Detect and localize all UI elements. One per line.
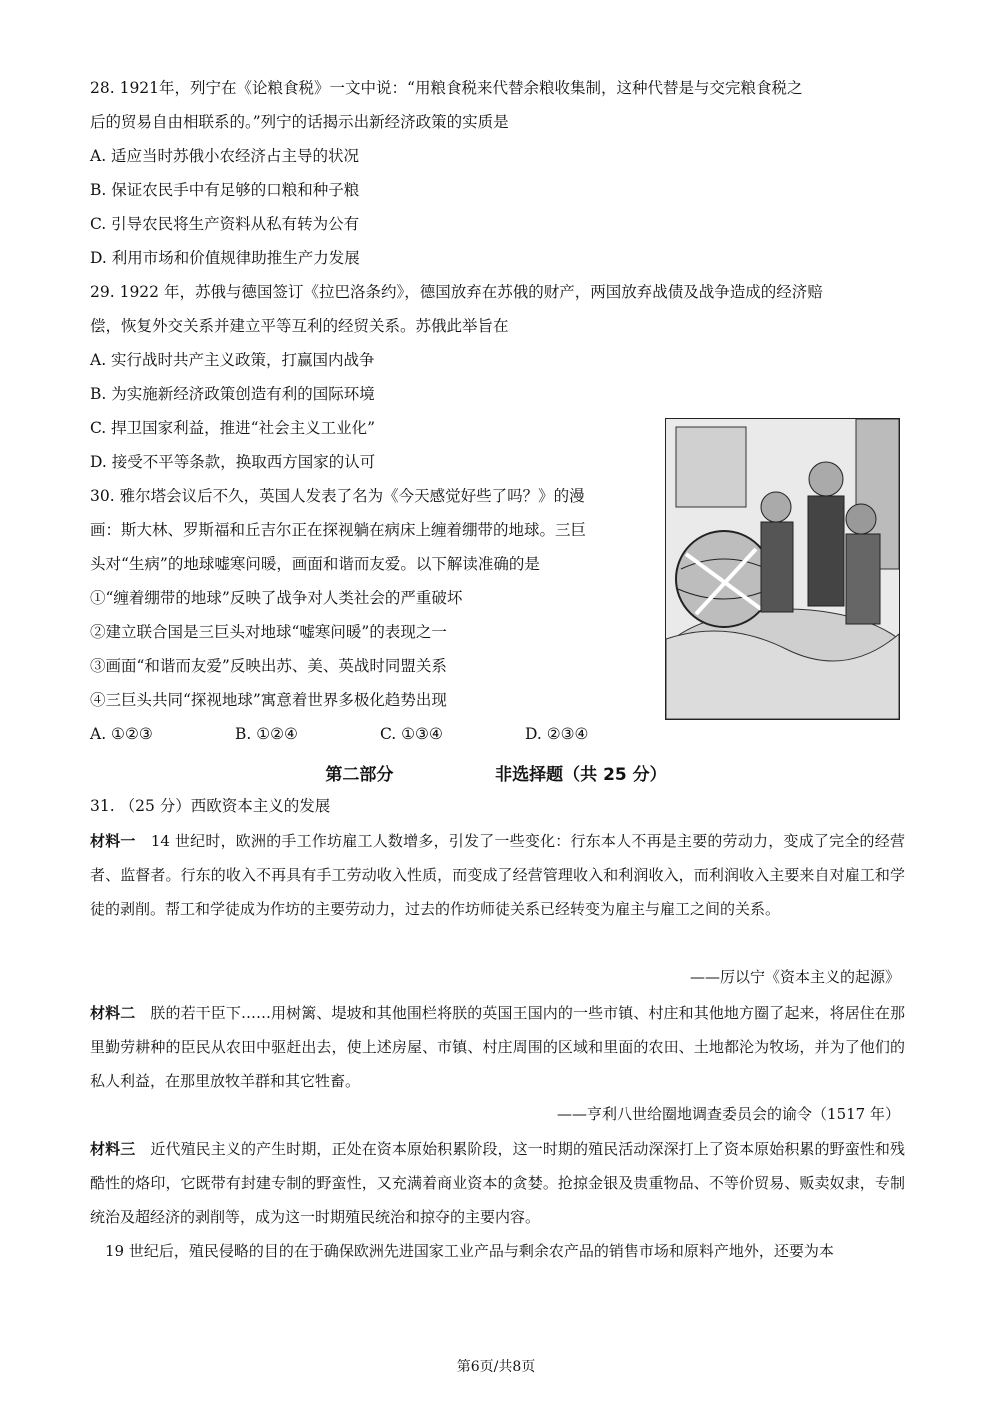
q29-option-c: C. 捍卫国家利益，推进“社会主义工业化” <box>90 419 376 437</box>
section-heading <box>0 760 992 785</box>
q30-option-c: C. ①③④ <box>380 725 443 743</box>
q30-item-1: ①“缠着绷带的地球”反映了战争对人类社会的严重破坏 <box>90 589 463 607</box>
q30-item-3: ③画面“和谐而友爱”反映出苏、美、英战时同盟关系 <box>90 657 447 675</box>
q30-stem-line2: 画：斯大林、罗斯福和丘吉尔正在探视躺在病床上缠着绷带的地球。三巨 <box>90 521 587 539</box>
material-3 <box>90 1132 905 1234</box>
q29-option-b: B. 为实施新经济政策创造有利的国际环境 <box>90 385 375 403</box>
q30-option-d: D. ②③④ <box>525 725 589 743</box>
material-3-label: 材料三 <box>90 1140 136 1158</box>
material-2-label: 材料二 <box>90 1004 136 1022</box>
q28-option-b: B. 保证农民手中有足够的口粮和种子粮 <box>90 181 360 199</box>
material-2 <box>90 996 905 1098</box>
q30-item-4: ④三巨头共同“探视地球”寓意着世界多极化趋势出现 <box>90 691 447 709</box>
cartoon-illustration <box>666 419 899 719</box>
material-2-source: ——亨利八世给圈地调查委员会的谕令（1517 年） <box>557 1105 900 1123</box>
cartoon-image <box>665 418 900 720</box>
q30-item-2: ②建立联合国是三巨头对地球“嘘寒问暖”的表现之一 <box>90 623 447 641</box>
material-3-continuation: 19 世纪后，殖民侵略的目的在于确保欧洲先进国家工业产品与剩余农产品的销售市场和原料产地外，还要为本 <box>105 1242 834 1260</box>
q28-stem-line1: 28. 1921年，列宁在《论粮食税》一文中说：“用粮食税来代替余粮收集制，这种代替是与交完粮食税之 <box>90 79 803 97</box>
q29-option-a: A. 实行战时共产主义政策，打赢国内战争 <box>90 351 375 369</box>
material-1-label: 材料一 <box>90 832 136 850</box>
q28-stem-line2: 后的贸易自由相联系的。”列宁的话揭示出新经济政策的实质是 <box>90 113 509 131</box>
material-3-text: 近代殖民主义的产生时期，正处在资本原始积累阶段，这一时期的殖民活动深深打上了资本原始积累的野蛮性和残酷性的烙印，它既带有封建专制的野蛮性，又充满着商业资本的贪婪。抢掠金银及贵重物品、不等价贸易、贩卖奴隶，专制统治及超经济的剥削等，成为这一时期殖民统治和掠夺的主要内容。 <box>90 1140 905 1226</box>
q28-option-c: C. 引导农民将生产资料从私有转为公有 <box>90 215 360 233</box>
material-1-source: ——厉以宁《资本主义的起源》 <box>689 968 900 986</box>
material-2-text: 朕的若干臣下……用树篱、堤坡和其他围栏将朕的英国王国内的一些市镇、村庄和其他地方圈了起来，将居住在那里勤劳耕种的臣民从农田中驱赶出去，使上述房屋、市镇、村庄周围的区域和里面的农田、土地都沦为牧场，并为了他们的私人利益，在那里放牧羊群和其它牲畜。 <box>90 1004 905 1090</box>
q30-option-a: A. ①②③ <box>90 725 153 743</box>
material-1 <box>90 824 905 926</box>
q29-stem-line2: 偿，恢复外交关系并建立平等互利的经贸关系。苏俄此举旨在 <box>90 317 509 335</box>
q29-option-d: D. 接受不平等条款，换取西方国家的认可 <box>90 453 376 471</box>
section-title: 非选择题（共 25 分） <box>495 765 667 785</box>
q28-option-d: D. 利用市场和价值规律助推生产力发展 <box>90 249 360 267</box>
q31-heading: 31. （25 分）西欧资本主义的发展 <box>90 797 331 815</box>
q30-option-b: B. ①②④ <box>235 725 298 743</box>
material-1-text: 14 世纪时，欧洲的手工作坊雇工人数增多，引发了一些变化：行东本人不再是主要的劳动力，变成了完全的经营者、监督者。行东的收入不再具有手工劳动收入性质，而变成了经营管理收入和利润收入，而利润收入主要来自对雇工和学徒的剥削。帮工和学徒成为作坊的主要劳动力，过去的作坊师徒关系已经转变为雇主与雇工之间的关系。 <box>90 832 905 918</box>
q29-stem-line1: 29. 1922 年，苏俄与德国签订《拉巴洛条约》，德国放弃在苏俄的财产，两国放弃战债及战争造成的经济赔 <box>90 283 823 301</box>
q30-stem-line1: 30. 雅尔塔会议后不久，英国人发表了名为《今天感觉好些了吗？》的漫 <box>90 487 585 505</box>
section-part: 第二部分 <box>325 765 394 785</box>
q28-option-a: A. 适应当时苏俄小农经济占主导的状况 <box>90 147 360 165</box>
q30-stem-line3: 头对“生病”的地球嘘寒问暖，画面和谐而友爱。以下解读准确的是 <box>90 555 540 573</box>
page-footer: 第6页/共8页 <box>456 1359 536 1375</box>
q30-options <box>90 724 670 744</box>
